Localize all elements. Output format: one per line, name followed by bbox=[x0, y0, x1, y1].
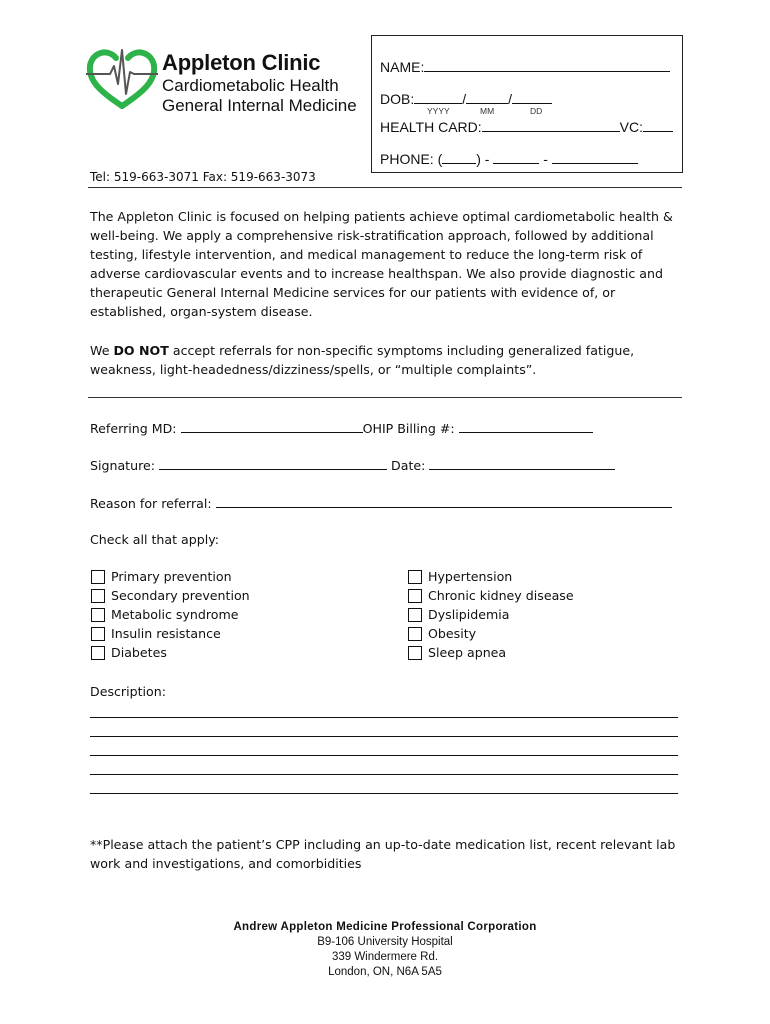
checkbox[interactable] bbox=[408, 570, 422, 584]
checkbox-row[interactable] bbox=[408, 588, 574, 603]
checkbox-row[interactable] bbox=[91, 569, 232, 584]
exclusion-text: accept referrals for non-specific symptoms including generalized fatigue, weakness, light-headedness/dizziness/spells, or “multiple complaints”. bbox=[90, 343, 635, 377]
exclusion-prefix: We bbox=[90, 343, 114, 358]
checkbox-label: Chronic kidney disease bbox=[428, 588, 574, 603]
dob-month-hint: MM bbox=[480, 106, 495, 116]
check-all-label: Check all that apply: bbox=[90, 532, 220, 547]
checkbox-label: Hypertension bbox=[428, 569, 513, 584]
dob-day-hint: DD bbox=[530, 106, 543, 116]
date-field[interactable] bbox=[429, 456, 615, 470]
checkbox-row[interactable] bbox=[91, 607, 239, 622]
date-label: Date: bbox=[391, 458, 426, 473]
checkbox-label: Diabetes bbox=[111, 645, 167, 660]
clinic-logo bbox=[84, 44, 160, 114]
checkbox[interactable] bbox=[91, 589, 105, 603]
footer-address-2: 339 Windermere Rd. bbox=[331, 951, 439, 963]
referring-md-field[interactable] bbox=[181, 419, 363, 433]
section-divider bbox=[88, 397, 682, 398]
checkbox[interactable] bbox=[91, 627, 105, 641]
referring-md-row bbox=[90, 419, 593, 436]
ohip-field[interactable] bbox=[459, 419, 593, 433]
dob-month-field[interactable] bbox=[466, 90, 508, 104]
checkbox[interactable] bbox=[91, 570, 105, 584]
footer-corporation: Andrew Appleton Medicine Professional Corporation bbox=[233, 921, 537, 933]
phone-prefix-field[interactable] bbox=[493, 150, 539, 164]
clinic-contact: Tel: 519-663-3071 Fax: 519-663-3073 bbox=[90, 170, 316, 184]
checkbox-label: Dyslipidemia bbox=[428, 607, 510, 622]
checkbox[interactable] bbox=[91, 608, 105, 622]
exclusion-emphasis: DO NOT bbox=[113, 343, 169, 358]
checkbox-row[interactable] bbox=[408, 607, 509, 622]
vc-field[interactable] bbox=[643, 118, 673, 132]
health-card-field[interactable] bbox=[482, 118, 620, 132]
checkbox[interactable] bbox=[408, 646, 422, 660]
dob-separator: / bbox=[508, 91, 513, 107]
description-line[interactable] bbox=[90, 717, 678, 718]
checkbox-row[interactable] bbox=[91, 626, 221, 641]
clinic-subtitle-1: Cardiometabolic Health bbox=[162, 76, 339, 95]
dob-year-hint: YYYY bbox=[427, 106, 450, 116]
patient-info-box bbox=[371, 35, 683, 173]
intro-paragraph: The Appleton Clinic is focused on helping patients achieve optimal cardiometabolic health & well-being. We apply a comprehensive risk-stratification approach, followed by additional testing, lifestyle intervention, and medical management to reduce the long-term risk of adverse cardiovascular events and to increase healthspan. We also provide diagnostic and therapeutic General Internal Medicine services for our patients with evidence of, or established, organ-system disease. bbox=[90, 209, 673, 319]
checkbox-label: Insulin resistance bbox=[111, 626, 221, 641]
signature-field[interactable] bbox=[159, 456, 387, 470]
phone-area-field[interactable] bbox=[442, 150, 476, 164]
exclusion-paragraph bbox=[90, 341, 680, 379]
checkbox-row[interactable] bbox=[91, 588, 250, 603]
checkbox-label: Obesity bbox=[428, 626, 477, 641]
footer-address-3: London, ON, N6A 5A5 bbox=[328, 966, 442, 978]
ohip-label: OHIP Billing #: bbox=[362, 421, 455, 436]
referring-md-label: Referring MD: bbox=[90, 421, 177, 436]
clinic-name: Appleton Clinic bbox=[162, 50, 321, 75]
description-line[interactable] bbox=[90, 736, 678, 737]
footer bbox=[0, 920, 770, 980]
checkbox-row[interactable] bbox=[408, 645, 506, 660]
signature-label: Signature: bbox=[90, 458, 155, 473]
reason-label: Reason for referral: bbox=[90, 496, 212, 511]
checkbox-label: Sleep apnea bbox=[428, 645, 507, 660]
checkbox-row[interactable] bbox=[408, 569, 512, 584]
dob-year-field[interactable] bbox=[414, 90, 462, 104]
checkbox-label: Primary prevention bbox=[111, 569, 232, 584]
reason-field[interactable] bbox=[216, 494, 672, 508]
dob-label: DOB: bbox=[380, 91, 415, 107]
description-line[interactable] bbox=[90, 793, 678, 794]
checkbox[interactable] bbox=[91, 646, 105, 660]
dob-separator: / bbox=[462, 91, 467, 107]
phone-line-field[interactable] bbox=[552, 150, 638, 164]
health-card-label: HEALTH CARD: bbox=[380, 119, 482, 135]
phone-separator: ) - bbox=[476, 151, 490, 167]
footer-address-1: B9-106 University Hospital bbox=[317, 936, 453, 948]
reason-row bbox=[90, 494, 672, 511]
checkbox-label: Metabolic syndrome bbox=[111, 607, 239, 622]
description-line[interactable] bbox=[90, 774, 678, 775]
description-label: Description: bbox=[90, 684, 166, 699]
attachment-note: **Please attach the patient’s CPP including an up-to-date medication list, recent relevant lab work and investigations, and comorbidities bbox=[90, 837, 676, 871]
phone-label: PHONE: ( bbox=[380, 151, 443, 167]
vc-label: VC: bbox=[619, 119, 643, 135]
signature-row bbox=[90, 456, 615, 473]
name-field[interactable] bbox=[424, 58, 670, 72]
clinic-subtitle-2: General Internal Medicine bbox=[162, 96, 357, 115]
checkbox[interactable] bbox=[408, 608, 422, 622]
name-label: NAME: bbox=[380, 59, 425, 75]
heart-outline-icon-right bbox=[122, 52, 154, 106]
checkbox[interactable] bbox=[408, 589, 422, 603]
checkbox-row[interactable] bbox=[91, 645, 167, 660]
header-divider bbox=[88, 187, 682, 188]
checkbox-label: Secondary prevention bbox=[111, 588, 250, 603]
phone-separator: - bbox=[543, 151, 548, 167]
dob-day-field[interactable] bbox=[512, 90, 552, 104]
description-line[interactable] bbox=[90, 755, 678, 756]
checkbox-row[interactable] bbox=[408, 626, 476, 641]
checkbox[interactable] bbox=[408, 627, 422, 641]
